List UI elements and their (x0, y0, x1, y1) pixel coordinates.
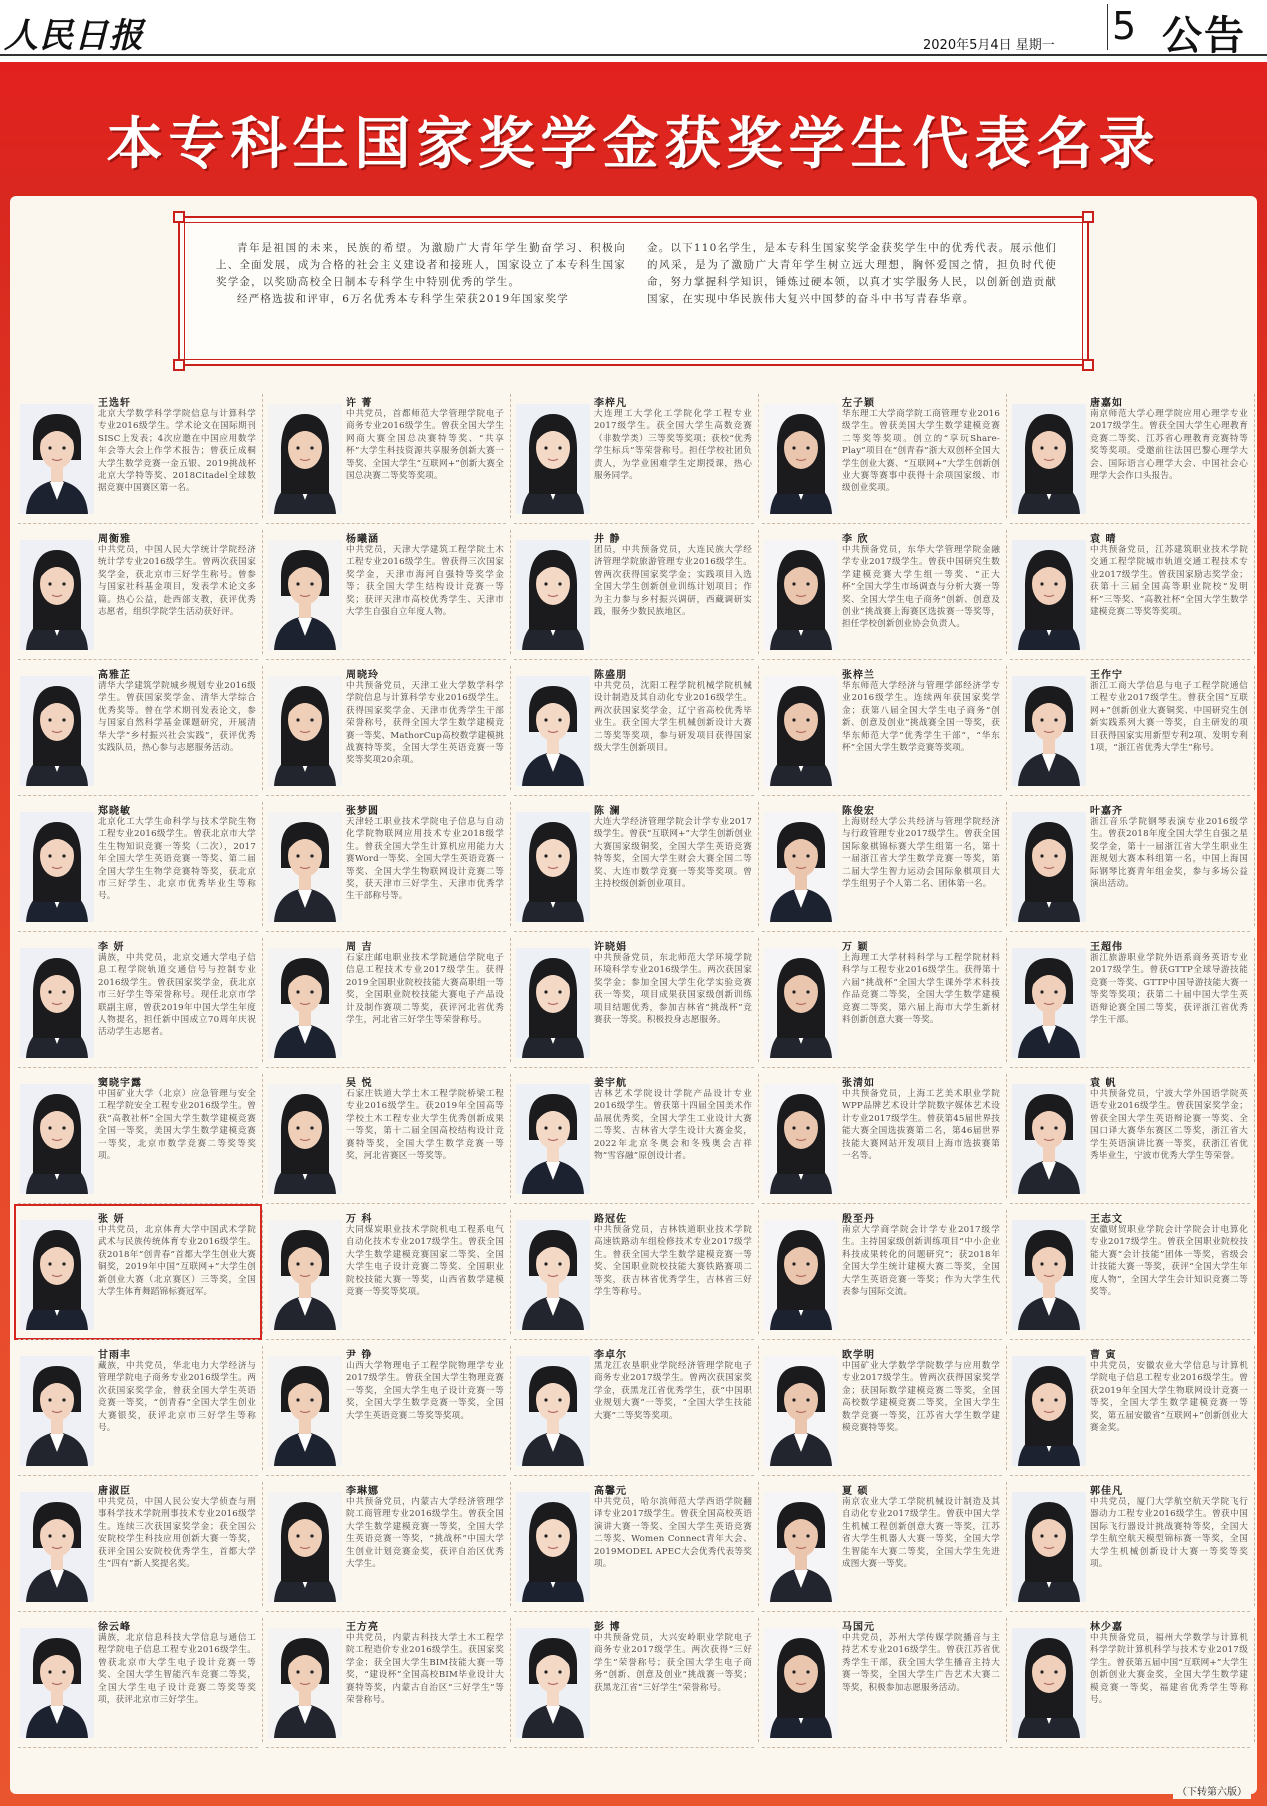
student-bio: 中共预备党员，吉林铁道职业技术学院高速铁路动车组检修技术专业2017级学生。曾获全国大学生数学建模竞赛一等奖、全国职业院校技能大赛铁路赛项二等奖，获吉林省优秀学生，吉林省三好学生等称号。 (594, 1225, 752, 1298)
student-card (14, 1476, 262, 1612)
student-bio: 满族，中共党员，北京交通大学电子信息工程学院轨道交通信号与控制专业2016级学生。曾获国家奖学金，获北京市三好学生等荣誉称号。现任北京市学联副主席，曾获2019年中国大学生年度人物提名，担任新中国成立70周年庆祝活动学生志愿者。 (98, 953, 256, 1038)
student-bio: 中共党员，哈尔滨师范大学西语学院翻译专业2017级学生。曾获全国高校英语演讲大赛一等奖、全国大学生英语竞赛二等奖、Women Connect青年大会、2019MODEL APEC大会优秀代表等奖项。 (594, 1497, 752, 1570)
student-name: 李 欣 (842, 534, 869, 545)
student-card (510, 932, 758, 1068)
student-photo (516, 540, 590, 650)
student-photo (516, 1084, 590, 1194)
student-bio: 中共预备党员，东北师范大学环境学院环境科学专业2016级学生。两次获国家奖学金；参加全国大学生化学实验竞赛获一等奖，项目成果获国家级创新训练项目结题优秀，参加吉林省“挑战杯”竞赛获一等奖。积极投身志愿服务。 (594, 953, 752, 1026)
student-card (1006, 1204, 1254, 1340)
student-name: 井 静 (594, 534, 621, 545)
intro-right-column (647, 240, 1057, 308)
student-name: 林少嘉 (1090, 1622, 1123, 1633)
student-name: 叶嘉齐 (1090, 806, 1123, 817)
student-photo (20, 1628, 94, 1738)
student-bio: 中共党员，首都师范大学管理学院电子商务专业2016级学生。曾获全国大学生网商大赛全国总决赛特等奖、“共享杯”大学生科技资源共享服务创新大赛一等奖、全国大学生“互联网+”创新大赛全国总决赛二等奖等奖项。 (346, 409, 504, 482)
student-card (758, 932, 1006, 1068)
student-name: 陈俊宏 (842, 806, 875, 817)
student-name: 唐嘉如 (1090, 398, 1123, 409)
student-bio: 大连理工大学化工学院化学工程专业2017级学生。获全国大学生高数竞赛（非数学类）三等奖等奖项；获校“优秀学生标兵”等荣誉称号。担任学校社团负责人，为学业困难学生定期授课，热心服务同学。 (594, 409, 752, 482)
student-photo (1012, 404, 1086, 514)
divider (1107, 4, 1108, 50)
student-bio: 浙江工商大学信息与电子工程学院通信工程专业2017级学生。曾获全国“互联网+”创新创业大赛铜奖、中国研究生创新实践系列大赛一等奖，自主研发的项目获得国家实用新型专利2项、发明专利1项，“浙江省优秀大学生”称号。 (1090, 681, 1248, 754)
student-card (510, 524, 758, 660)
student-bio: 中共预备党员，内蒙古大学经济管理学院工商管理专业2016级学生。曾获全国大学生数学建模竞赛一等奖，全国大学生英语竞赛一等奖，“挑战杯”中国大学生创业计划竞赛金奖，获评自治区优秀大学生。 (346, 1497, 504, 1570)
student-card (1006, 796, 1254, 932)
student-photo (764, 1492, 838, 1602)
student-card (14, 796, 262, 932)
student-card (1006, 932, 1254, 1068)
student-bio: 大同煤炭职业技术学院机电工程系电气自动化技术专业2017级学生。曾获全国大学生数学建模竞赛国家二等奖、全国大学生电子设计竞赛二等奖、全国职业院校技能大赛一等奖，山西省数学建模竞赛一等奖等奖项。 (346, 1225, 504, 1298)
student-bio: 黑龙江农垦职业学院经济管理学院电子商务专业2017级学生。曾两次获国家奖学金，获黑龙江省优秀学生，获“中国职业规划大赛”一等奖，“全国大学生技能大赛”二等奖等奖项。 (594, 1361, 752, 1421)
student-card (14, 1340, 262, 1476)
student-card (262, 388, 510, 524)
student-photo (268, 1220, 342, 1330)
student-bio: 北京化工大学生命科学与技术学院生物工程专业2016级学生。曾获北京市大学生生物知识竞赛一等奖（二次），2017年全国大学生英语竞赛一等奖、第二届全国大学生生物学竞赛特等奖，获北京市三好学生、北京市优秀毕业生等称号。 (98, 817, 256, 902)
student-card (14, 1068, 262, 1204)
intro-left-column (216, 240, 626, 308)
student-photo (1012, 1356, 1086, 1466)
student-bio: 中共预备党员，江苏建筑职业技术学院交通工程学院城市轨道交通工程技术专业2017级学生。曾获国家励志奖学金；获第十三届全国高等职业院校“发明杯”三等奖、“高教社杯”全国大学生数学建模竞赛二等奖等奖项。 (1090, 545, 1248, 618)
student-photo (268, 1628, 342, 1738)
student-photo (268, 812, 342, 922)
student-name: 李卓尔 (594, 1350, 627, 1361)
student-card (1006, 1476, 1254, 1612)
student-name: 高雅芷 (98, 670, 131, 681)
student-name: 王作宁 (1090, 670, 1123, 681)
student-card (14, 1612, 262, 1748)
student-photo (764, 676, 838, 786)
student-card (262, 796, 510, 932)
student-card (262, 524, 510, 660)
student-photo (516, 812, 590, 922)
student-name: 张清如 (842, 1078, 875, 1089)
corner-ornament (173, 211, 185, 223)
student-card (14, 524, 262, 660)
student-name: 袁 晴 (1090, 534, 1117, 545)
student-card (14, 932, 262, 1068)
intro-box (178, 216, 1089, 366)
student-card (758, 1068, 1006, 1204)
student-photo (1012, 1220, 1086, 1330)
student-photo (268, 1492, 342, 1602)
section-title: 公告 (1162, 13, 1246, 59)
student-card (510, 1612, 758, 1748)
corner-ornament (1082, 211, 1094, 223)
student-name: 欧学明 (842, 1350, 875, 1361)
student-bio: 山西大学物理电子工程学院物理学专业2017级学生。曾获全国大学生物理竞赛一等奖，全国大学生电子设计竞赛一等奖，全国大学生数学竞赛一等奖，全国大学生英语竞赛二等奖等奖项。 (346, 1361, 504, 1421)
continued-note: （下转第六版） (1173, 1782, 1251, 1799)
student-photo (20, 1220, 94, 1330)
student-card (1006, 660, 1254, 796)
student-name: 周衡雅 (98, 534, 131, 545)
student-bio: 上海财经大学公共经济与管理学院经济与行政管理专业2017级学生。曾获全国国际象棋锦标赛大学生组第一名，第十一届浙江省大学生数学竞赛一等奖，第二届大学生智力运动会国际象棋项目大学生组男子个人第二名、团体第一名。 (842, 817, 1000, 890)
student-photo (764, 1084, 838, 1194)
student-name: 许 菁 (346, 398, 373, 409)
student-bio: 南京大学商学院会计学专业2017级学生。主持国家级创新训练项目“中小企业科技成果转化的问题研究”；获2018年全国大学生统计建模大赛二等奖，全国大学生英语竞赛一等奖；作为大学生代表参与国际交流。 (842, 1225, 1000, 1298)
student-photo (764, 1356, 838, 1466)
student-photo (20, 812, 94, 922)
student-photo (764, 540, 838, 650)
student-bio: 满族，北京信息科技大学信息与通信工程学院电子信息工程专业2016级学生。曾获北京市大学生电子设计竞赛一等奖、全国大学生智能汽车竞赛二等奖，全国大学生电子设计竞赛二等奖等奖项，获评北京市三好学生。 (98, 1633, 256, 1706)
student-bio: 中共预备党员，天津工业大学数学科学学院信息与计算科学专业2016级学生。获得国家奖学金、天津市优秀学生干部荣誉称号，获得全国大学生数学建模竞赛一等奖、MathorCup高校数学建模挑战赛特等奖，全国大学生英语竞赛一等奖等奖项20余项。 (346, 681, 504, 766)
student-photo (516, 948, 590, 1058)
student-card (1006, 1612, 1254, 1748)
newspaper-logo: 人民日报 (4, 16, 144, 56)
student-bio: 上海理工大学材料科学与工程学院材料科学与工程专业2016级学生。获得第十六届“挑战杯”全国大学生课外学术科技作品竞赛二等奖，全国大学生数学建模竞赛二等奖，第六届上海市大学生新材料创新创意大赛一等奖。 (842, 953, 1000, 1026)
student-photo (20, 948, 94, 1058)
student-bio: 中共党员，内蒙古科技大学土木工程学院工程造价专业2016级学生。获国家奖学金；获全国大学生BIM技能大赛一等奖，“建设杯”全国高校BIM毕业设计大赛特等奖，内蒙古自治区“三好学生”等荣誉称号。 (346, 1633, 504, 1706)
student-card (758, 796, 1006, 932)
student-card (262, 1476, 510, 1612)
student-name: 甘雨丰 (98, 1350, 131, 1361)
student-bio: 中共党员，中国人民公安大学侦查与刑事科学技术学院刑事技术专业2016级学生。连续三次获国家奖学金；获全国公安院校学生科技应用创新大赛一等奖，获评全国公安院校优秀学生，首都大学生“四有”新人奖提名奖。 (98, 1497, 256, 1570)
student-bio: 华东理工大学商学院工商管理专业2016级学生。曾获美国大学生数学建模竞赛二等奖等奖项。创立的“享玩Share-Play”项目在“创青春”浙大双创杯全国大学生创业大赛、“互联网+”大学生创新创业大赛等赛事中获得十余项国家级、市级创业奖项。 (842, 409, 1000, 494)
student-card (14, 660, 262, 796)
student-photo (516, 676, 590, 786)
student-photo (268, 948, 342, 1058)
student-card (262, 1204, 510, 1340)
student-bio: 团员，中共预备党员，大连民族大学经济管理学院旅游管理专业2016级学生。曾两次获得国家奖学金；实践项目入选全国大学生创新创业训练计划项目；作为主力参与乡村振兴调研，西藏调研实践，服务少数民族地区。 (594, 545, 752, 618)
student-photo (764, 1220, 838, 1330)
student-name: 袁 帆 (1090, 1078, 1117, 1089)
student-card (758, 1476, 1006, 1612)
student-card (510, 660, 758, 796)
student-card (510, 1068, 758, 1204)
student-name: 王志文 (1090, 1214, 1123, 1225)
student-card (1006, 524, 1254, 660)
student-name: 路冠佐 (594, 1214, 627, 1225)
intro-paragraph: 青年是祖国的未来，民族的希望。为激励广大青年学生勤奋学习、积极向上、全面发展，成为合格的社会主义建设者和接班人，国家设立了本专科生国家奖学金，以奖励高校全日制本专科学生中特别优秀的学生。 (216, 242, 626, 288)
student-name: 杨曦涵 (346, 534, 379, 545)
student-photo (516, 1220, 590, 1330)
student-card (758, 524, 1006, 660)
student-name: 姜宇航 (594, 1078, 627, 1089)
student-bio: 藏族，中共党员，华北电力大学经济与管理学院电子商务专业2016级学生。两次获国家奖学金，曾获全国大学生英语竞赛一等奖，“创青春”全国大学生创业大赛银奖，获评北京市三好学生等称号。 (98, 1361, 256, 1434)
student-bio: 中共党员，苏州大学传媒学院播音与主持艺术专业2016级学生。曾获江苏省优秀学生干部，获全国大学生播音主持大赛一等奖，全国大学生广告艺术大赛二等奖，积极参加志愿服务活动。 (842, 1633, 1000, 1693)
student-name: 李 妍 (98, 942, 125, 953)
student-name: 陈盛朋 (594, 670, 627, 681)
student-bio: 浙江旅游职业学院外语系商务英语专业2017级学生。曾获GTTP全球导游技能竞赛一等奖、GTTP中国导游技能大赛一等奖等奖项；获第二十届中国大学生英语辩论赛全国二等奖，获评浙江省优秀学生干部。 (1090, 953, 1248, 1026)
student-photo (1012, 948, 1086, 1058)
student-photo (20, 1084, 94, 1194)
student-photo (516, 1628, 590, 1738)
student-name: 张梓兰 (842, 670, 875, 681)
student-photo (516, 1356, 590, 1466)
student-name: 郭佳凡 (1090, 1486, 1123, 1497)
student-card (14, 1204, 262, 1340)
student-bio: 华东师范大学经济与管理学部经济学专业2016级学生。连续两年获国家奖学金；获第八届全国大学生电子商务“创新、创意及创业”挑战赛全国一等奖，获华东师范大学“优秀学生干部”，“华东杯”全国大学生数学竞赛等奖项。 (842, 681, 1000, 754)
student-name: 许晓娟 (594, 942, 627, 953)
student-card (1006, 1340, 1254, 1476)
page-number: 5 (1112, 4, 1137, 48)
intro-paragraph: 金。以下110名学生，是本专科生国家奖学金获奖学生中的优秀代表。展示他们的风采，是为了激励广大青年学生树立远大理想，胸怀爱国之情，担负时代使命，努力掌握科学知识，锤炼过硬本领，以真才实学服务人民，以创新创造贡献国家，在实现中华民族伟大复兴中国梦的奋斗中书写青春华章。 (647, 242, 1057, 305)
student-name: 殷至丹 (842, 1214, 875, 1225)
student-card (262, 1612, 510, 1748)
student-photo (20, 1356, 94, 1466)
student-card (758, 1204, 1006, 1340)
student-card (510, 1340, 758, 1476)
student-name: 周晓玲 (346, 670, 379, 681)
student-bio: 中共预备党员，上海工艺美术职业学院WPP品牌艺术设计学院数字媒体艺术设计专业2017级学生。曾获第45届世界技能大赛全国选拔赛第二名，第46届世界技能大赛网站开发项目上海市选拔赛第一名等。 (842, 1089, 1000, 1162)
student-photo (516, 404, 590, 514)
student-bio: 安徽财贸职业学院会计学院会计电算化专业2017级学生。曾获全国职业院校技能大赛“会计技能”团体一等奖，省级会计技能大赛一等奖，获评“全国大学生年度人物”，全国大学生会计知识竞赛二等奖等。 (1090, 1225, 1248, 1298)
student-name: 李梓凡 (594, 398, 627, 409)
student-bio: 北京大学数学科学学院信息与计算科学专业2016级学生。学术论文在国际期刊SISC上发表；4次应邀在中国应用数学年会等大会上作学术报告；曾获丘成桐大学生数学竞赛一金五银、2019挑战杯北京大学特等奖、2018Citadel全球数据竞赛中国赛区第一名。 (98, 409, 256, 494)
student-name: 张梦圆 (346, 806, 379, 817)
student-photo (764, 1628, 838, 1738)
student-card (1006, 1068, 1254, 1204)
student-card (262, 932, 510, 1068)
student-photo (764, 404, 838, 514)
student-photo (268, 1084, 342, 1194)
student-bio: 浙江音乐学院钢琴表演专业2016级学生。曾获2018年度全国大学生自强之星奖学金，第十一届浙江省大学生职业生涯规划大赛本科组第一名，中国上海国际钢琴比赛青年组金奖，参与多场公益演出活动。 (1090, 817, 1248, 890)
student-bio: 中共党员，天津大学建筑工程学院土木工程专业2016级学生。曾获得三次国家奖学金，天津市海河自强特等奖学金等；获全国大学生结构设计竞赛一等奖；获评天津市高校优秀学生、天津市大学生自强自立年度人物。 (346, 545, 504, 618)
student-bio: 中共党员，北京体育大学中国武术学院武术与民族传统体育专业2016级学生。获2018年“创青春”首都大学生创业大赛铜奖，2019年中国“互联网+”大学生创新创业大赛（北京赛区）三等奖，全国大学生体育舞蹈锦标赛冠军。 (98, 1225, 256, 1298)
student-name: 吴 悦 (346, 1078, 373, 1089)
student-card (262, 1068, 510, 1204)
student-name: 徐云峰 (98, 1622, 131, 1633)
student-name: 王方亮 (346, 1622, 379, 1633)
student-bio: 石家庄铁道大学土木工程学院桥梁工程专业2016级学生。获2019年全国高等学校土木工程专业大学生优秀创新成果一等奖，第十二届全国高校结构设计竞赛特等奖，全国大学生数学竞赛一等奖，河北省赛区一等奖等。 (346, 1089, 504, 1162)
student-bio: 吉林艺术学院设计学院产品设计专业2016级学生。曾获第十四届全国美术作品展优秀奖，全国大学生工业设计大赛二等奖、吉林省大学生设计大赛金奖，2022年北京冬奥会和冬残奥会吉祥物“雪容融”原创设计者。 (594, 1089, 752, 1162)
student-photo (268, 540, 342, 650)
student-card (14, 388, 262, 524)
student-photo (1012, 812, 1086, 922)
student-name: 左子颖 (842, 398, 875, 409)
student-photo (1012, 540, 1086, 650)
student-bio: 中共预备党员，东华大学管理学院金融学专业2017级学生。曾获中国研究生数学建模竞赛大学生组一等奖、“正大杯”全国大学生市场调查与分析大赛一等奖、全国大学生电子商务“创新、创意及创业”挑战赛上海赛区选拔赛一等奖等，担任学校创新创业协会负责人。 (842, 545, 1000, 630)
intro-paragraph: 经严格选拔和评审，6万名优秀本专科学生荣获2019年国家奖学 (237, 293, 569, 305)
student-bio: 中国矿业大学数学学院数学与应用数学专业2017级学生。曾两次获得国家奖学金；获国际数学建模竞赛二等奖，全国高校数学建模竞赛二等奖，全国大学生数学竞赛一等奖，江苏省大学生数学建模竞赛特等奖。 (842, 1361, 1000, 1434)
student-card (1006, 388, 1254, 524)
student-card (510, 796, 758, 932)
student-card (758, 660, 1006, 796)
student-photo (764, 812, 838, 922)
student-photo (764, 948, 838, 1058)
student-bio: 天津轻工职业技术学院电子信息与自动化学院物联网应用技术专业2018级学生。曾获全国大学生计算机应用能力大赛Word一等奖、全国大学生英语竞赛一等奖、全国大学生物联网设计竞赛二等奖，获天津市三好学生、天津市优秀学生干部称号等。 (346, 817, 504, 902)
student-bio: 大连大学经济管理学院会计学专业2017级学生。曾获“互联网+”大学生创新创业大赛国家级铜奖，全国大学生英语竞赛特等奖，全国大学生财会大赛全国二等奖、大连市数学竞赛一等奖等奖项。曾主持校级创新创业项目。 (594, 817, 752, 890)
corner-ornament (173, 359, 185, 371)
student-bio: 石家庄邮电职业技术学院通信学院电子信息工程技术专业2017级学生。获得2019全国职业院校技能大赛高职组一等奖，全国职业院校技能大赛电子产品设计及制作赛项二等奖，获评河北省优秀学生，河北省三好学生等荣誉称号。 (346, 953, 504, 1026)
student-photo (20, 1492, 94, 1602)
student-name: 万 颖 (842, 942, 869, 953)
student-photo (1012, 1492, 1086, 1602)
student-photo (1012, 676, 1086, 786)
student-bio: 中国矿业大学（北京）应急管理与安全工程学院安全工程专业2016级学生。曾获“高教社杯”全国大学生数学建模竞赛全国一等奖，美国大学生数学建模竞赛一等奖，北京市数学竞赛二等奖等奖项。 (98, 1089, 256, 1162)
student-card (510, 388, 758, 524)
student-card (262, 1340, 510, 1476)
student-bio: 中共党员，中国人民大学统计学院经济统计学专业2016级学生。曾两次获国家奖学金，获北京市三好学生称号。曾参与国家社科基金项目，发表学术论文多篇。热心公益，赴西部支教，获评优秀志愿者，组织学院学生活动获好评。 (98, 545, 256, 618)
student-photo (268, 404, 342, 514)
student-name: 李琳娜 (346, 1486, 379, 1497)
student-name: 万 科 (346, 1214, 373, 1225)
student-name: 张 妍 (98, 1214, 125, 1225)
student-card (758, 1612, 1006, 1748)
student-name: 曹 寅 (1090, 1350, 1117, 1361)
student-card (510, 1204, 758, 1340)
student-photo (20, 404, 94, 514)
student-card (510, 1476, 758, 1612)
issue-date: 2020年5月4日 星期一 (923, 38, 1055, 53)
student-photo (1012, 1628, 1086, 1738)
student-bio: 清华大学建筑学院城乡规划专业2016级学生。曾获国家奖学金、清华大学综合优秀奖等。曾在学术期刊发表论文，参与国家自然科学基金课题研究，开展清华大学“乡村振兴社会实践”，获评优秀实践队员，热心参与志愿服务活动。 (98, 681, 256, 754)
student-bio: 中共预备党员，大兴安岭职业学院电子商务专业2017级学生。两次获得“三好学生”荣誉称号；获全国大学生电子商务“创新、创意及创业”挑战赛一等奖；获黑龙江省“三好学生”荣誉称号。 (594, 1633, 752, 1693)
student-name: 夏 硕 (842, 1486, 869, 1497)
page-title: 本专科生国家奖学金获奖学生代表名录 (106, 112, 1161, 177)
student-name: 唐淑臣 (98, 1486, 131, 1497)
masthead (0, 0, 1267, 59)
student-name: 郑晓敏 (98, 806, 131, 817)
student-bio: 中共党员，沈阳工程学院机械学院机械设计制造及其自动化专业2016级学生。两次获国家奖学金，辽宁省高校优秀毕业生。获全国大学生机械创新设计大赛二等奖等奖项，参与研发项目获得国家级大学生创新项目。 (594, 681, 752, 754)
student-name: 窦晓宇露 (98, 1078, 142, 1089)
student-photo (268, 676, 342, 786)
student-bio: 南京师范大学心理学院应用心理学专业2017级学生。曾获全国大学生心理教育竞赛二等奖、江苏省心理教育竞赛特等奖等奖项。受邀前往法国巴黎心理学大会、国际语言心理学大会、中国社会心理学大会作口头报告。 (1090, 409, 1248, 482)
student-name: 王选轩 (98, 398, 131, 409)
student-name: 陈 澜 (594, 806, 621, 817)
student-name: 彭 博 (594, 1622, 621, 1633)
student-bio: 南京农业大学工学院机械设计制造及其自动化专业2017级学生。曾获中国大学生机械工程创新创意大赛一等奖，江苏省大学生机器人大赛一等奖，全国大学生智能车大赛二等奖，全国大学生先进成图大赛一等奖。 (842, 1497, 1000, 1570)
student-card (758, 1340, 1006, 1476)
student-name: 高馨元 (594, 1486, 627, 1497)
corner-ornament (1082, 359, 1094, 371)
student-photo (268, 1356, 342, 1466)
student-card (758, 388, 1006, 524)
student-name: 周 吉 (346, 942, 373, 953)
student-bio: 中共预备党员，福州大学数学与计算机科学学院计算机科学与技术专业2017级学生。曾获第五届中国“互联网+”大学生创新创业大赛金奖，全国大学生数学建模竞赛一等奖，福建省优秀学生等称号。 (1090, 1633, 1248, 1706)
student-photo (20, 676, 94, 786)
student-name: 王超伟 (1090, 942, 1123, 953)
student-name: 马国元 (842, 1622, 875, 1633)
student-card (262, 660, 510, 796)
student-bio: 中共党员，安徽农业大学信息与计算机学院电子信息工程专业2016级学生。曾获2019年全国大学生物联网设计竞赛一等奖，全国大学生数学建模竞赛一等奖，第五届安徽省“互联网+”创新创业大赛金奖。 (1090, 1361, 1248, 1434)
student-photo (20, 540, 94, 650)
student-bio: 中共党员，厦门大学航空航天学院飞行器动力工程专业2016级学生。曾获中国国际飞行器设计挑战赛特等奖，全国大学生航空航天模型锦标赛一等奖，全国大学生机械创新设计大赛一等奖等奖项。 (1090, 1497, 1248, 1570)
student-photo (516, 1492, 590, 1602)
student-bio: 中共预备党员，宁波大学外国语学院英语专业2016级学生。曾获国家奖学金；曾获全国大学生英语辩论赛一等奖、全国口译大赛华东赛区二等奖，浙江省大学生英语演讲比赛一等奖，获浙江省优秀毕业生，宁波市优秀大学生等荣誉。 (1090, 1089, 1248, 1162)
student-name: 尹 铮 (346, 1350, 373, 1361)
student-photo (1012, 1084, 1086, 1194)
